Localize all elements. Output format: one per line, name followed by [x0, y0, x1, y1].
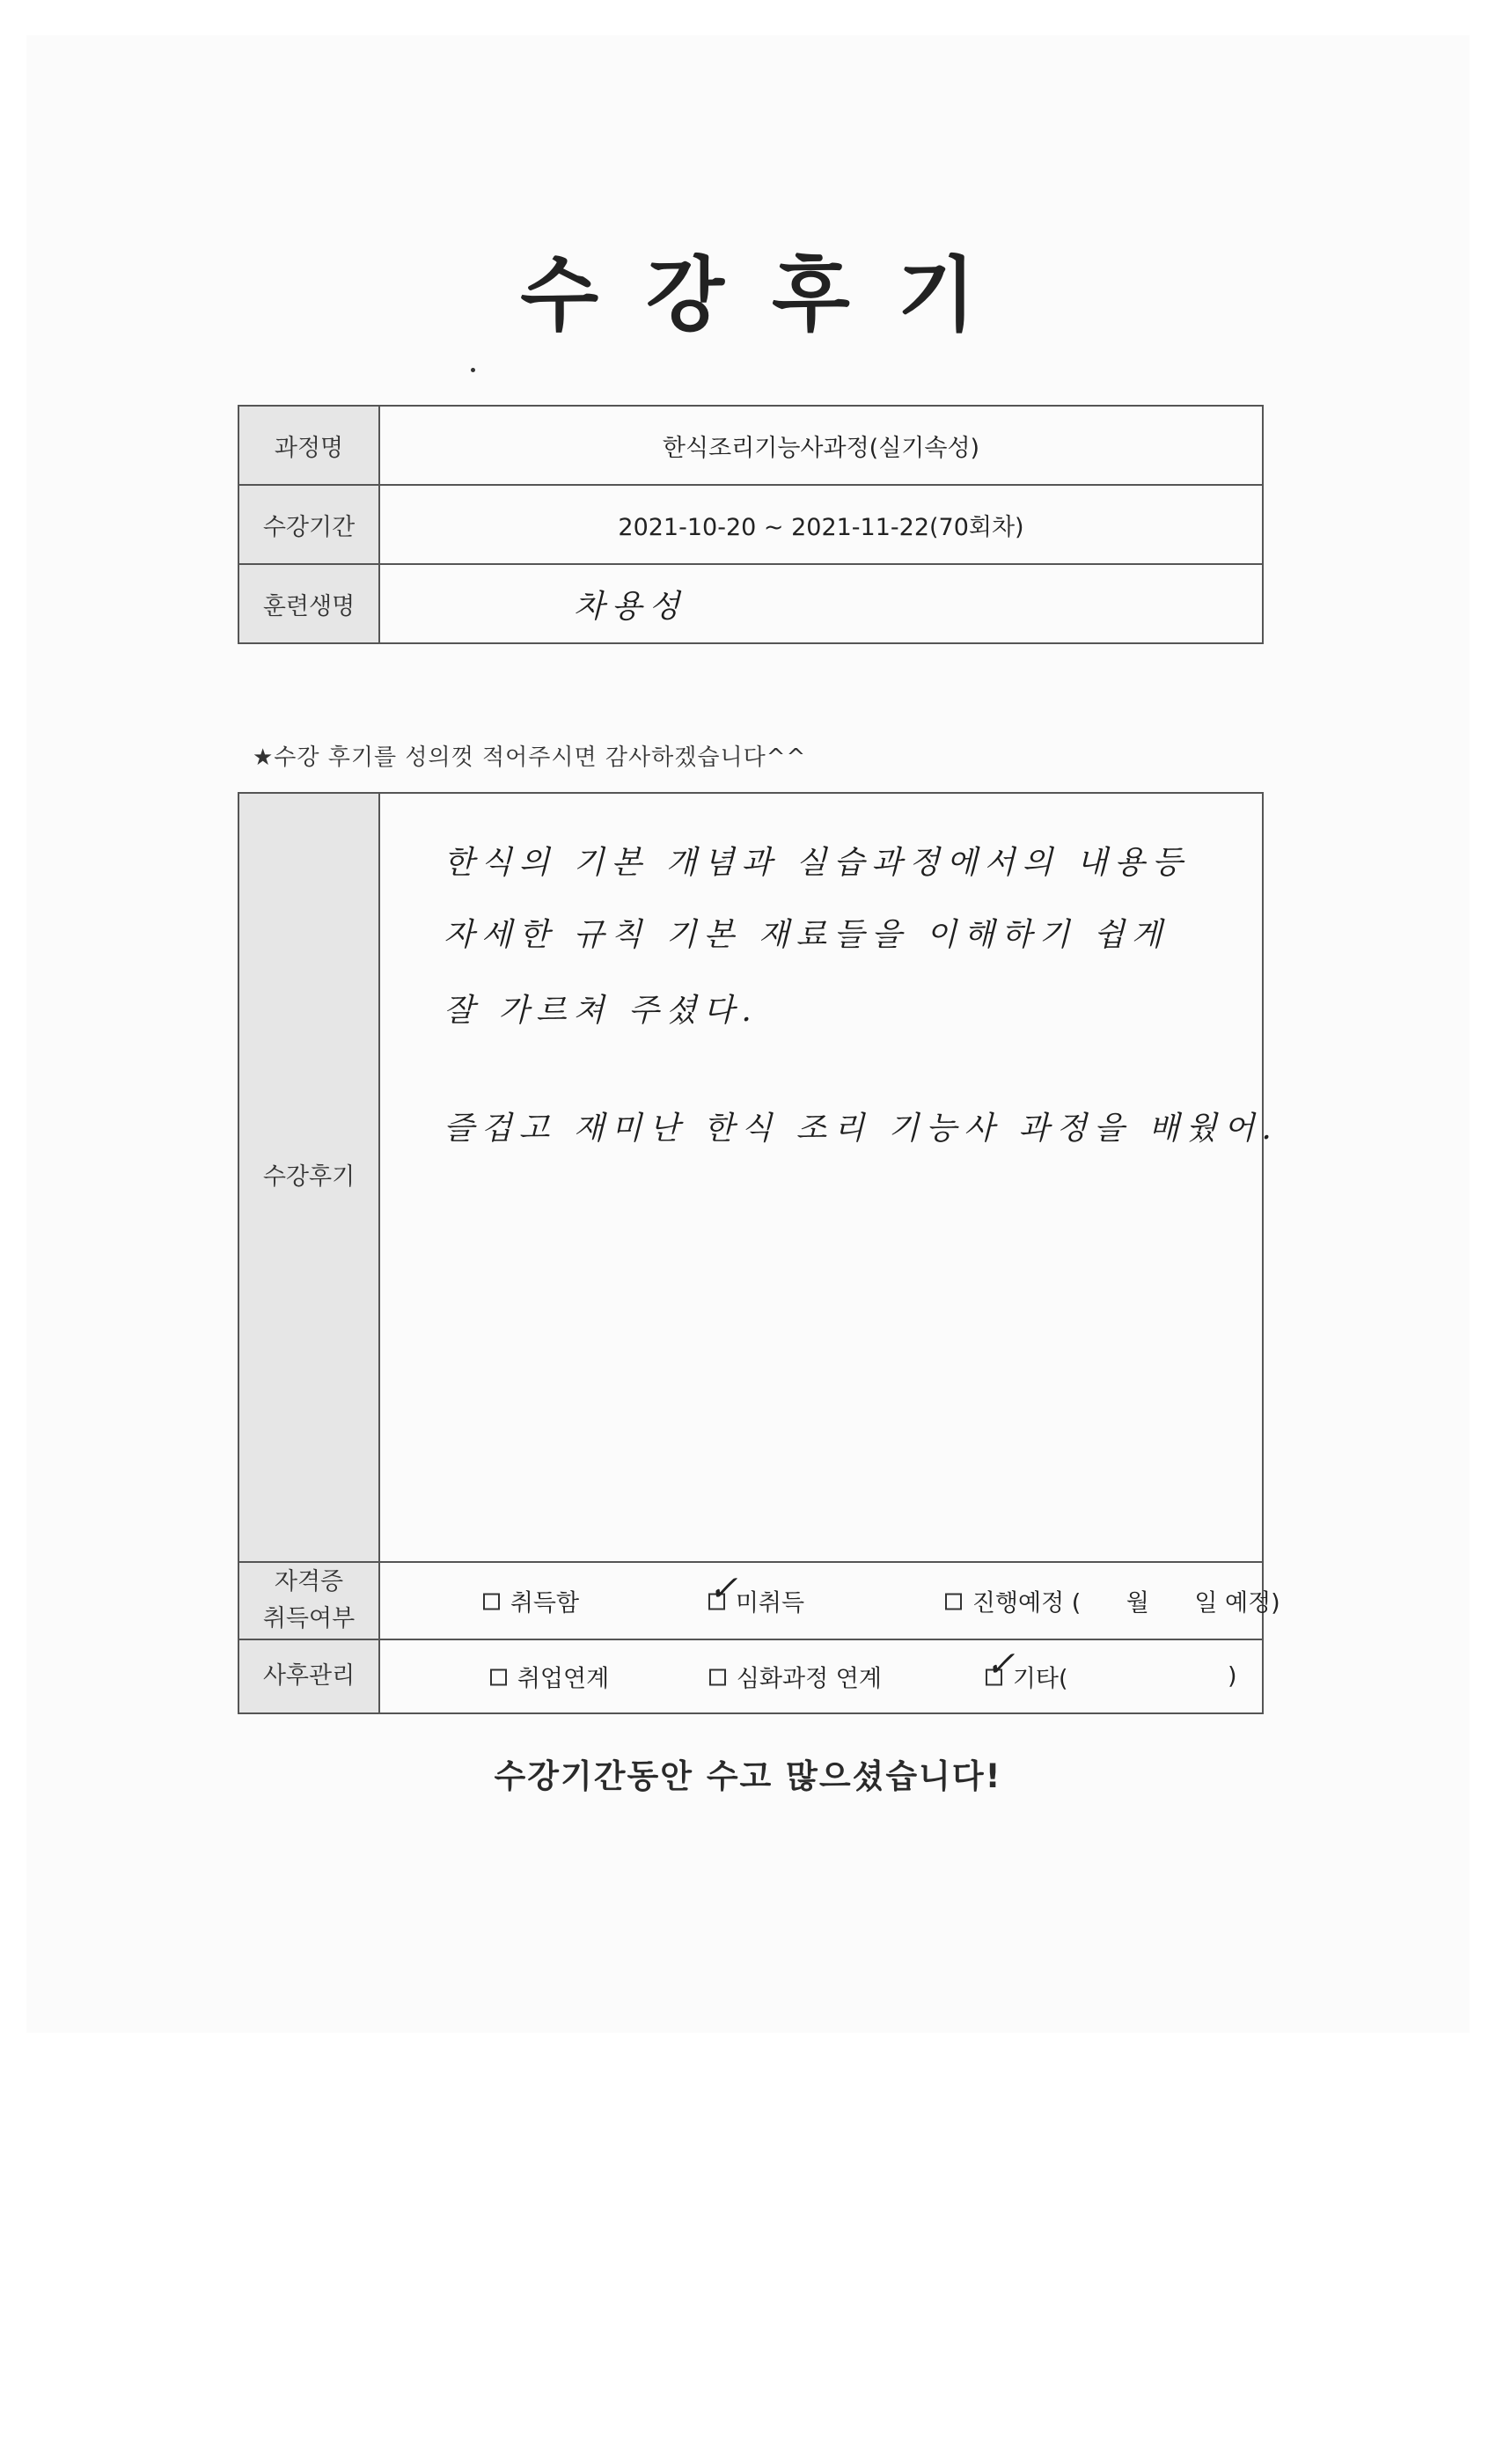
review-line: 즐겁고 재미난 한식 조리 기능사 과정을 배웠어.	[444, 1111, 1279, 1147]
trainee-row	[238, 564, 1263, 643]
instruction-note: ★수강 후기를 성의껏 적어주시면 감사하겠습니다^^	[253, 744, 807, 771]
aftercare-row	[238, 1639, 1263, 1713]
trainee-name-field[interactable]	[379, 564, 1263, 643]
aftercare-label: 사후관리	[238, 1639, 379, 1713]
trainee-name-handwritten: 차용성	[574, 588, 687, 625]
checkbox-checked[interactable]	[708, 1568, 738, 1610]
certificate-row	[238, 1562, 1263, 1639]
option-label: 심화과정 연계	[736, 1665, 882, 1693]
course-value: 한식조리기능사과정(실기속성)	[379, 406, 1263, 485]
option-advanced-course-link[interactable]	[634, 1632, 882, 1721]
stray-dot	[471, 368, 475, 372]
check-mark-icon: ✓	[708, 1568, 738, 1610]
closing-message: 수강기간동안 수고 많으셨습니다!	[494, 1757, 1002, 1795]
option-label: 기타(	[1012, 1665, 1068, 1693]
checkbox-checked[interactable]	[985, 1644, 1016, 1686]
course-row	[238, 406, 1263, 485]
option-label: 취업연계	[517, 1665, 610, 1693]
certificate-label-line: 취득여부	[262, 1605, 356, 1632]
checkbox[interactable]	[490, 1669, 507, 1686]
trainee-label: 훈련생명	[238, 564, 379, 643]
aftercare-options	[379, 1639, 1263, 1713]
option-label: 취득함	[510, 1589, 580, 1617]
checkbox[interactable]	[945, 1594, 962, 1610]
certificate-options	[379, 1562, 1280, 1639]
option-label: 미취득	[735, 1589, 805, 1617]
period-value: 2021-10-20 ~ 2021-11-22(70회차)	[379, 485, 1263, 564]
option-label: 진행예정 ( 월 일 예정)	[972, 1589, 1280, 1617]
period-label: 수강기간	[238, 485, 379, 564]
check-mark-icon: ✓	[985, 1644, 1016, 1685]
review-table	[238, 792, 1280, 1714]
course-label: 과정명	[238, 406, 379, 485]
certificate-label	[238, 1562, 379, 1639]
page-title: 수강후기	[520, 248, 1023, 342]
certificate-label-line: 자격증	[274, 1568, 344, 1596]
review-row	[238, 793, 1263, 1562]
review-text-area[interactable]	[379, 793, 1279, 1562]
review-line: 한식의 기본 개념과 실습과정에서의 내용등	[444, 845, 1190, 881]
review-line: 자세한 규칙 기본 재료들을 이해하기 쉽게	[444, 917, 1170, 953]
period-row	[238, 485, 1263, 564]
checkbox[interactable]	[483, 1594, 500, 1610]
option-employment-link[interactable]	[414, 1632, 609, 1721]
review-line: 잘 가르쳐 주셨다.	[444, 993, 759, 1029]
other-close-paren: )	[1228, 1662, 1237, 1690]
review-label: 수강후기	[238, 793, 379, 1562]
course-info-table	[238, 405, 1264, 644]
checkbox[interactable]	[709, 1669, 726, 1686]
option-other[interactable]	[910, 1632, 1068, 1721]
